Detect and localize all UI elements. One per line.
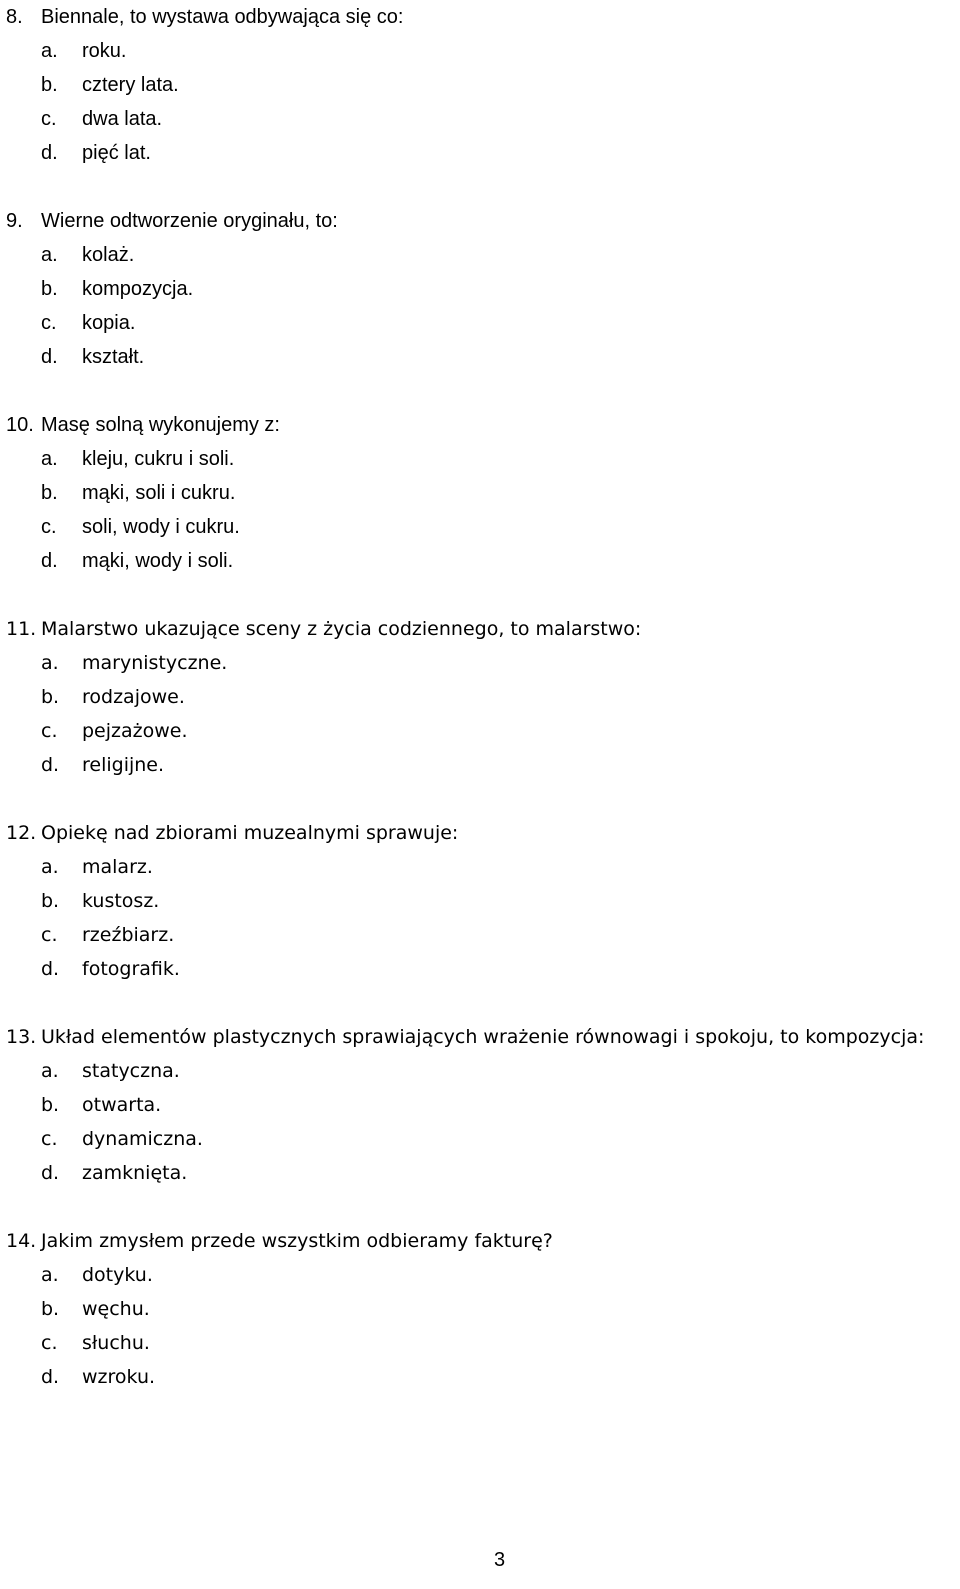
answer-option-b	[6, 476, 956, 510]
page-number: 3	[494, 1549, 506, 1571]
option-letter: a.	[41, 448, 58, 470]
option-text: zamknięta.	[82, 1162, 188, 1184]
answer-option-d	[6, 1360, 956, 1394]
option-text: cztery lata.	[82, 74, 179, 96]
option-text: pejzażowe.	[82, 720, 188, 742]
option-letter: c.	[41, 312, 57, 334]
question-number: 10.	[6, 414, 34, 436]
option-text: religijne.	[82, 754, 165, 776]
option-text: malarz.	[82, 856, 153, 878]
option-text: statyczna.	[82, 1060, 180, 1082]
option-text: dotyku.	[82, 1264, 153, 1286]
question-text: Biennale, to wystawa odbywająca się co:	[41, 6, 404, 28]
answer-option-b	[6, 272, 956, 306]
answer-option-b	[6, 884, 956, 918]
question-header	[6, 1020, 956, 1054]
questions-second-part	[6, 612, 956, 1394]
answer-option-a	[6, 1258, 956, 1292]
option-text: marynistyczne.	[82, 652, 228, 674]
option-text: mąki, soli i cukru.	[82, 482, 236, 504]
answer-option-a	[6, 442, 956, 476]
answer-option-a	[6, 1054, 956, 1088]
answer-option-c	[6, 714, 956, 748]
option-text: dwa lata.	[82, 108, 163, 130]
option-letter: a.	[41, 856, 59, 878]
answer-option-a	[6, 850, 956, 884]
option-letter: b.	[41, 278, 58, 300]
answer-option-a	[6, 646, 956, 680]
answer-option-a	[6, 238, 956, 272]
question-text: Opiekę nad zbiorami muzealnymi sprawuje:	[41, 822, 459, 844]
answer-option-b	[6, 1088, 956, 1122]
question-8	[6, 0, 956, 170]
quiz-page	[6, 0, 956, 1428]
answer-option-b	[6, 1292, 956, 1326]
option-text: kompozycja.	[82, 278, 194, 300]
option-letter: d.	[41, 142, 58, 164]
option-letter: b.	[41, 482, 58, 504]
question-13	[6, 1020, 956, 1190]
answer-option-c	[6, 510, 956, 544]
option-letter: a.	[41, 244, 58, 266]
option-text: kształt.	[82, 346, 145, 368]
option-text: kustosz.	[82, 890, 160, 912]
answer-option-d	[6, 136, 956, 170]
question-header	[6, 612, 956, 646]
option-text: kleju, cukru i soli.	[82, 448, 235, 470]
answer-option-b	[6, 68, 956, 102]
option-letter: c.	[41, 1332, 58, 1354]
option-text: otwarta.	[82, 1094, 162, 1116]
option-letter: c.	[41, 516, 57, 538]
option-text: pięć lat.	[82, 142, 151, 164]
option-letter: c.	[41, 720, 58, 742]
question-header	[6, 816, 956, 850]
question-number: 13.	[6, 1026, 37, 1048]
option-letter: d.	[41, 958, 60, 980]
answer-option-c	[6, 1122, 956, 1156]
option-text: soli, wody i cukru.	[82, 516, 240, 538]
answer-option-c	[6, 306, 956, 340]
option-text: wzroku.	[82, 1366, 156, 1388]
question-header	[6, 1224, 956, 1258]
option-letter: b.	[41, 890, 60, 912]
question-number: 12.	[6, 822, 37, 844]
question-text: Układ elementów plastycznych sprawiających wrażenie równowagi i spokoju, to kompozycja:	[41, 1026, 925, 1048]
option-letter: a.	[41, 1264, 59, 1286]
question-number: 8.	[6, 6, 23, 28]
option-letter: a.	[41, 40, 58, 62]
option-letter: b.	[41, 1298, 60, 1320]
option-letter: a.	[41, 652, 59, 674]
option-letter: d.	[41, 346, 58, 368]
answer-option-d	[6, 748, 956, 782]
question-header	[6, 204, 956, 238]
option-text: kopia.	[82, 312, 136, 334]
option-text: roku.	[82, 40, 127, 62]
question-header	[6, 0, 956, 34]
option-letter: c.	[41, 1128, 58, 1150]
question-10	[6, 408, 956, 578]
option-letter: b.	[41, 686, 60, 708]
answer-option-d	[6, 544, 956, 578]
answer-option-d	[6, 952, 956, 986]
option-text: mąki, wody i soli.	[82, 550, 234, 572]
answer-option-c	[6, 918, 956, 952]
option-text: kolaż.	[82, 244, 135, 266]
answer-option-b	[6, 680, 956, 714]
option-text: fotografik.	[82, 958, 180, 980]
question-9	[6, 204, 956, 374]
question-number: 14.	[6, 1230, 37, 1252]
option-letter: d.	[41, 1366, 60, 1388]
question-header	[6, 408, 956, 442]
option-letter: c.	[41, 924, 58, 946]
answer-option-c	[6, 1326, 956, 1360]
option-letter: d.	[41, 550, 58, 572]
option-text: rzeźbiarz.	[82, 924, 175, 946]
option-text: węchu.	[82, 1298, 150, 1320]
option-text: słuchu.	[82, 1332, 150, 1354]
answer-option-c	[6, 102, 956, 136]
option-letter: b.	[41, 74, 58, 96]
question-11	[6, 612, 956, 782]
answer-option-a	[6, 34, 956, 68]
question-12	[6, 816, 956, 986]
question-text: Jakim zmysłem przede wszystkim odbieramy fakturę?	[41, 1230, 553, 1252]
question-number: 9.	[6, 210, 23, 232]
question-text: Masę solną wykonujemy z:	[41, 414, 280, 436]
question-text: Wierne odtworzenie oryginału, to:	[41, 210, 338, 232]
option-letter: d.	[41, 1162, 60, 1184]
answer-option-d	[6, 340, 956, 374]
option-text: rodzajowe.	[82, 686, 185, 708]
question-text: Malarstwo ukazujące sceny z życia codziennego, to malarstwo:	[41, 618, 642, 640]
option-letter: c.	[41, 108, 57, 130]
question-number: 11.	[6, 618, 37, 640]
answer-option-d	[6, 1156, 956, 1190]
question-14	[6, 1224, 956, 1394]
option-text: dynamiczna.	[82, 1128, 203, 1150]
option-letter: b.	[41, 1094, 60, 1116]
option-letter: a.	[41, 1060, 59, 1082]
option-letter: d.	[41, 754, 60, 776]
